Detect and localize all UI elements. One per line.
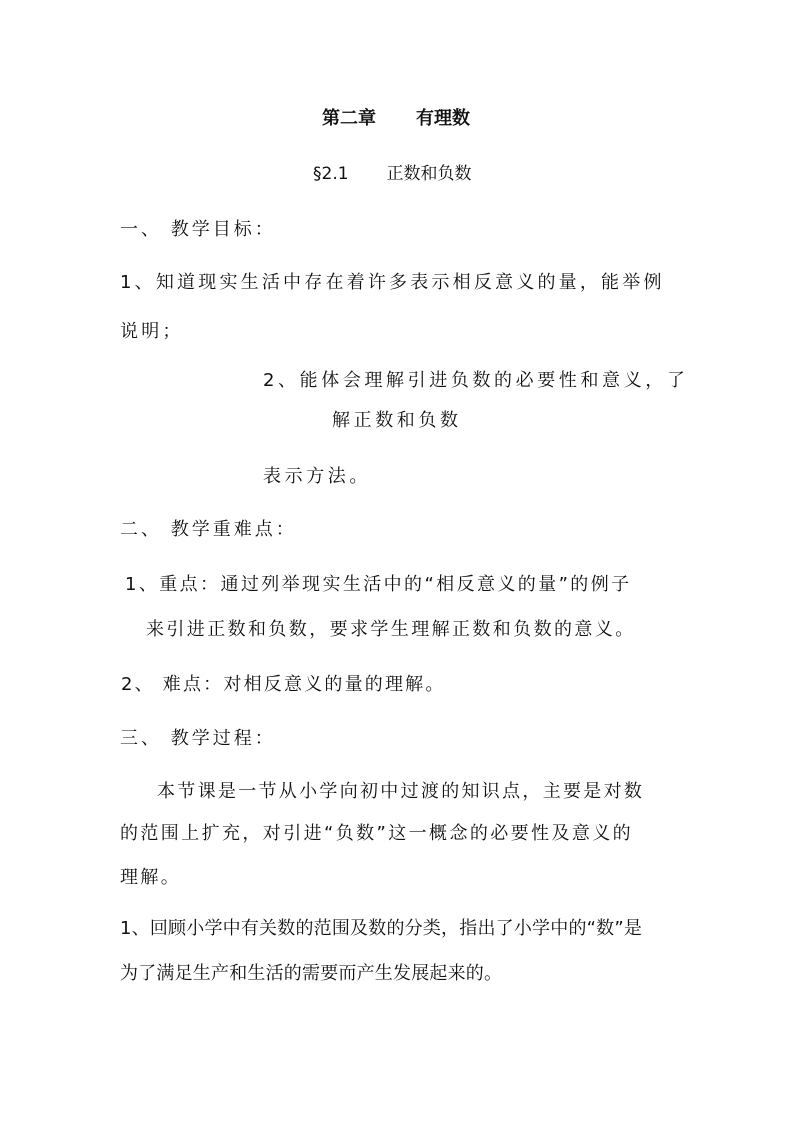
chapter-name: 有理数 bbox=[416, 108, 470, 129]
focus-2: 2、 难点：对相反意义的量的理解。 bbox=[121, 674, 446, 695]
process-step-1-line-2: 为了满足生产和生活的需要而产生发展起来的。 bbox=[120, 963, 503, 984]
goal-1-line-1: 1、知道现实生活中存在着许多表示相反意义的量，能举例 bbox=[120, 272, 665, 293]
goal-2-line-2: 解正数和负数 bbox=[332, 410, 462, 431]
goal-2-line-1: 2、能体会理解引进负数的必要性和意义，了 bbox=[263, 370, 689, 391]
chapter-label: 第二章 bbox=[322, 108, 376, 129]
chapter-title bbox=[322, 107, 470, 131]
goals-heading: 一、 教学目标： bbox=[120, 219, 276, 240]
process-step-1-line-1: 1、回顾小学中有关数的范围及数的分类，指出了小学中的“数”是 bbox=[120, 918, 643, 939]
goal-1-line-2: 说明； bbox=[120, 321, 184, 342]
section-number: §2.1 bbox=[313, 164, 349, 184]
focus-heading: 二、 教学重难点： bbox=[120, 519, 297, 540]
section-name: 正数和负数 bbox=[386, 164, 472, 184]
focus-1-line-1: 1、重点：通过列举现实生活中的“相反意义的量”的例子 bbox=[125, 574, 632, 595]
section-title bbox=[313, 162, 472, 186]
focus-1-line-2: 来引进正数和负数，要求学生理解正数和负数的意义。 bbox=[146, 619, 636, 640]
goal-2-line-3: 表示方法。 bbox=[263, 466, 371, 487]
process-intro-line-1: 本节课是一节从小学向初中过渡的知识点，主要是对数 bbox=[157, 781, 645, 802]
process-intro-line-3: 理解。 bbox=[120, 867, 182, 888]
process-intro-line-2: 的范围上扩充，对引进“负数”这一概念的必要性及意义的 bbox=[120, 823, 634, 844]
process-heading: 三、 教学过程： bbox=[120, 728, 276, 749]
